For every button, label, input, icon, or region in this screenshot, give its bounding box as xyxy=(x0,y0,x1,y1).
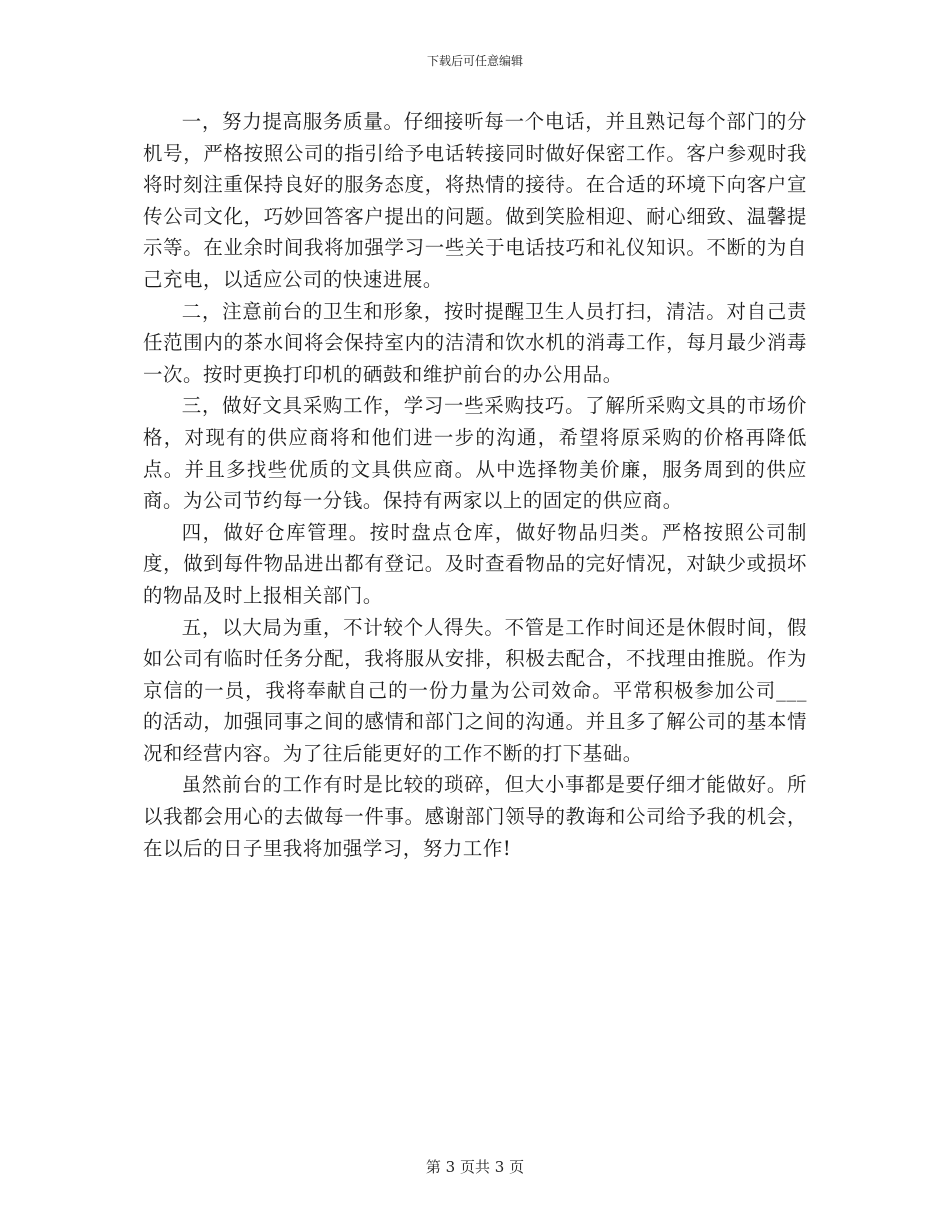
page-footer: 第 3 页共 3 页 xyxy=(425,1158,525,1176)
paragraph-teamwork: 五，以大局为重，不计较个人得失。不管是工作时间还是休假时间，假如公司有临时任务分配，我将服从安排，积极去配合，不找理由推脱。作为京信的一员，我将奉献自己的一份力量为公司效命。平常积极参加公司___的活动，加强同事之间的感情和部门之间的沟通。并且多了解公司的基本情况和经营内容。为了往后能更好的工作不断的打下基础。 xyxy=(143,615,807,765)
paragraph-stationery-purchasing: 三，做好文具采购工作，学习一些采购技巧。了解所采购文具的市场价格，对现有的供应商将和他们进一步的沟通，希望将原采购的价格再降低点。并且多找些优质的文具供应商。从中选择物美价廉，服务周到的供应商。为公司节约每一分钱。保持有两家以上的固定的供应商。 xyxy=(143,394,807,513)
paragraph-conclusion: 虽然前台的工作有时是比较的琐碎，但大小事都是要仔细才能做好。所以我都会用心的去做每一件事。感谢部门领导的教诲和公司给予我的机会，在以后的日子里我将加强学习，努力工作! xyxy=(143,773,807,860)
document-body xyxy=(143,106,807,864)
paragraph-service-quality: 一，努力提高服务质量。仔细接听每一个电话，并且熟记每个部门的分机号，严格按照公司的指引给予电话转接同时做好保密工作。客户参观时我将时刻注重保持良好的服务态度，将热情的接待。在合适的环境下向客户宣传公司文化，巧妙回答客户提出的问题。做到笑脸相迎、耐心细致、温馨提示等。在业余时间我将加强学习一些关于电话技巧和礼仪知识。不断的为自己充电，以适应公司的快速进展。 xyxy=(143,110,807,291)
paragraph-warehouse-management: 四，做好仓库管理。按时盘点仓库，做好物品归类。严格按照公司制度，做到每件物品进出都有登记。及时查看物品的完好情况，对缺少或损坏的物品及时上报相关部门。 xyxy=(143,520,807,607)
paragraph-hygiene-image: 二，注意前台的卫生和形象，按时提醒卫生人员打扫，清洁。对自己责任范围内的茶水间将会保持室内的洁清和饮水机的消毒工作，每月最少消毒一次。按时更换打印机的硒鼓和维护前台的办公用品。 xyxy=(143,299,807,386)
page-header: 下载后可任意编辑 xyxy=(426,54,523,68)
